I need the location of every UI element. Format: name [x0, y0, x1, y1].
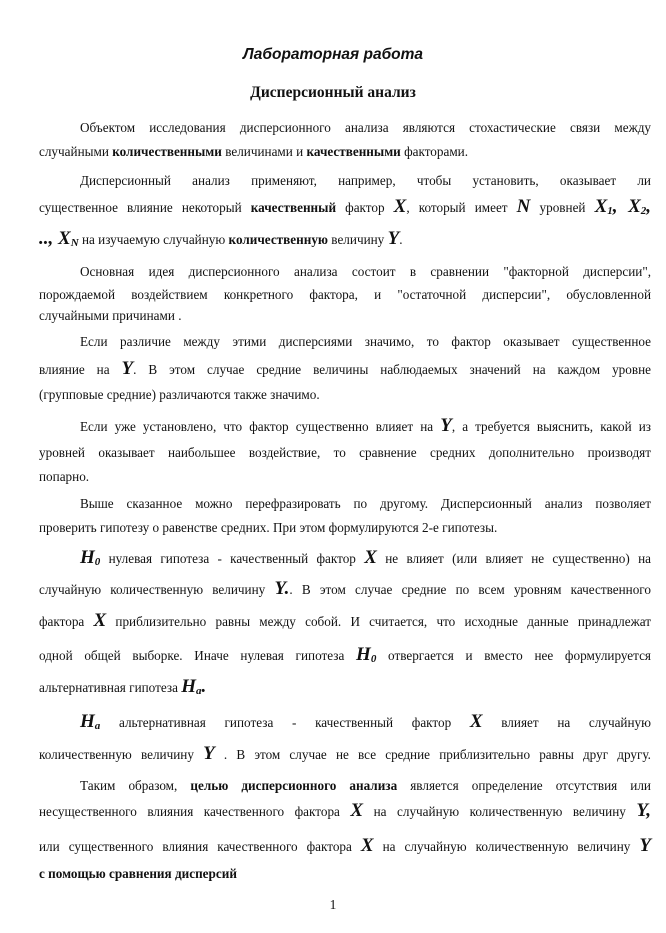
paragraph-7-line-4: одной общей выборке. Иначе нулевая гипотеза $H_0$ отвергается и вместо нее формулируется — [39, 644, 651, 665]
paragraph-9-line-2: несущественного влияния качественного фактора X на случайную количественную величину Y, — [39, 800, 651, 821]
document-subtitle: Дисперсионный анализ — [250, 84, 416, 101]
paragraph-9-line-3: или существенного влияния качественного фактора X на случайную количественную величину Y — [39, 835, 651, 856]
page-number: 1 — [329, 897, 337, 912]
paragraph-9-line-4: с помощью сравнения дисперсий — [39, 866, 237, 881]
paragraph-7-line-2: случайную количественную величину Y.. В этом случае средние по всем уровням качественного — [39, 578, 651, 599]
paragraph-1-line-2: случайными количественными величинами и качественными факторами. — [39, 144, 469, 159]
document-title: Лабораторная работа — [242, 46, 424, 63]
paragraph-7-line-1: $H_0$ нулевая гипотеза - качественный фактор X не влияет (или влияет не существенно) на — [80, 547, 651, 568]
paragraph-4-line-3: (групповые средние) различаются также значимо. — [39, 387, 320, 402]
paragraph-7-line-3: фактора X приблизительно равны между собой. И считается, что исходные данные принадлежат — [39, 610, 651, 631]
paragraph-3-line-3: случайными причинами . — [39, 308, 182, 323]
paragraph-5-line-3: попарно. — [39, 469, 90, 484]
paragraph-1-line-1: Объектом исследования дисперсионного анализа являются стохастические связи между — [80, 120, 651, 135]
paragraph-3-line-1: Основная идея дисперсионного анализа состоит в сравнении "факторной дисперсии", — [80, 264, 651, 279]
paragraph-4-line-2: влияние на Y. В этом случае средние величины наблюдаемых значений на каждом уровне — [39, 358, 651, 379]
paragraph-2-line-2: существенное влияние некоторый качественный фактор X, который имеет N уровней $X_1$, $X_2$, — [39, 196, 652, 217]
paragraph-9-line-1: Таким образом, целью дисперсионного анализа является определение отсутствия или — [80, 778, 651, 793]
paragraph-5-line-1: Если уже установлено, что фактор существенно влияет на Y, а требуется выяснить, какой из — [80, 415, 651, 436]
paragraph-6-line-1: Выше сказанное можно перефразировать по другому. Дисперсионный анализ позволяет — [80, 496, 651, 511]
paragraph-8-line-2: количественную величину Y . В этом случае не все средние приблизительно равны друг другу. — [39, 743, 651, 764]
paragraph-6-line-2: проверить гипотезу о равенстве средних. При этом формулируются 2-е гипотезы. — [39, 520, 498, 535]
paragraph-8-line-1: $H_a$ альтернативная гипотеза - качественный фактор X влияет на случайную — [80, 711, 651, 732]
paragraph-5-line-2: уровней оказывает наибольшее воздействие, то сравнение средних дополнительно производят — [39, 445, 651, 460]
paragraph-3-line-2: порождаемой воздействием конкретного фактора, и "остаточной дисперсии", обусловленной — [39, 287, 651, 302]
paragraph-2-line-3: .., $X_N$ на изучаемую случайную количественную величину Y. — [39, 228, 403, 249]
paragraph-7-line-5: альтернативная гипотеза $H_a$. — [39, 676, 207, 697]
paragraph-4-line-1: Если различие между этими дисперсиями значимо, то фактор оказывает существенное — [80, 334, 651, 349]
paragraph-2-line-1: Дисперсионный анализ применяют, например, чтобы установить, оказывает ли — [80, 173, 651, 188]
